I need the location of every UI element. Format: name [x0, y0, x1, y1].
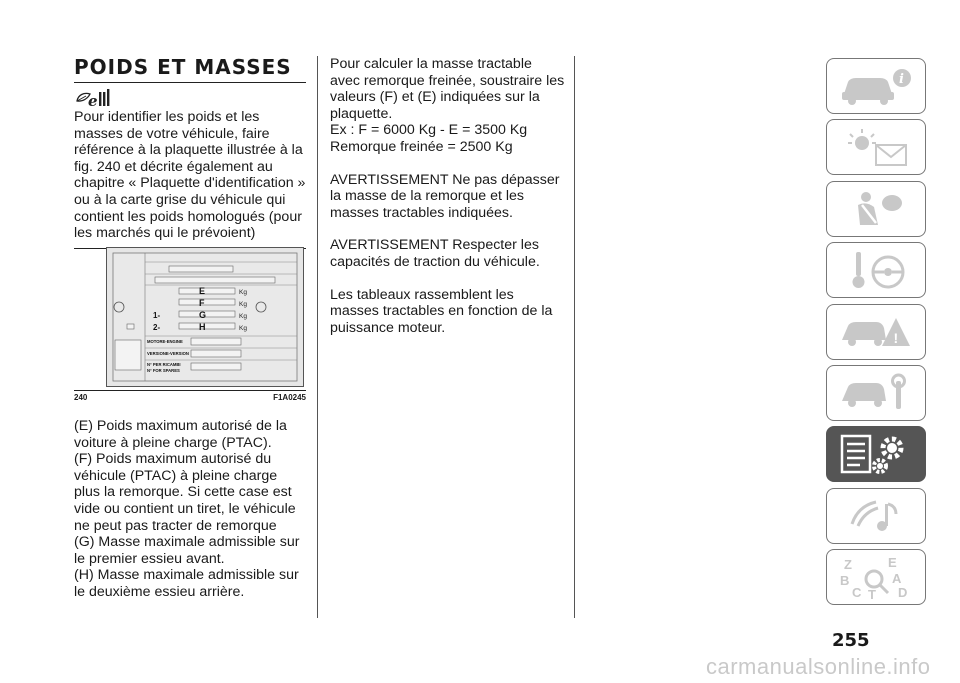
warning-2: AVERTISSEMENT Respecter les capacités de traction du véhicule. — [330, 237, 540, 270]
tables-note: Les tableaux rassemblent les masses tractables en fonction de la puissance moteur. — [330, 286, 553, 336]
figure-caption — [74, 390, 306, 402]
plate-unit-g: Kg — [239, 313, 247, 320]
plate-letter-g: G — [199, 310, 207, 320]
plate-unit-e: Kg — [239, 289, 247, 296]
column-divider-1 — [317, 56, 318, 618]
plate-letter-h: H — [199, 322, 206, 332]
example-line: Ex : F = 6000 Kg - E = 3500 Kg — [330, 122, 528, 139]
tab-multimedia[interactable] — [826, 488, 926, 544]
tab-dashboard-lights[interactable] — [826, 119, 926, 175]
plate-prefix-2: 2- — [153, 323, 161, 332]
left-column-definitions — [74, 418, 306, 601]
definition-f: (F) Poids maximum autorisé du véhicule (PTAC) à pleine charge plus la remorque. Si cette case est vide ou contient un tiret, le véhicule ne peut pas tracter de remorque — [74, 451, 296, 534]
alphabetical-index-icon — [836, 555, 916, 599]
definition-g: (G) Masse maximale admissible sur le premier essieu avant. — [74, 534, 300, 567]
plate-label-ricambi-en: N° FOR SPARES — [147, 368, 180, 373]
svg-text:e: e — [88, 92, 98, 109]
left-column — [74, 56, 306, 249]
index-letter-b: B — [840, 573, 850, 589]
middle-column — [330, 56, 565, 352]
tab-technical-data[interactable] — [826, 426, 926, 482]
chapter-tabs — [826, 58, 926, 611]
tab-safety[interactable] — [826, 181, 926, 237]
index-letter-d: D — [898, 585, 908, 600]
tab-emergency[interactable] — [826, 304, 926, 360]
plate-label-motore: MOTORE-ENGINE — [147, 339, 183, 344]
column-divider-2 — [574, 56, 575, 618]
eco-leaf-icon — [74, 87, 114, 109]
tab-vehicle-knowledge[interactable] — [826, 58, 926, 114]
index-letter-a: A — [892, 571, 902, 587]
plate-stamp-box — [115, 340, 141, 370]
eco-logo — [74, 87, 306, 109]
warning-1: AVERTISSEMENT Ne pas dépasser la masse de la remorque et les masses tractables indiquées. — [330, 171, 560, 221]
car-info-icon — [836, 64, 916, 108]
plate-prefix-1: 1- — [153, 311, 161, 320]
index-letter-e: E — [888, 555, 897, 571]
dashboard-lights-icon — [836, 125, 916, 169]
result-line: Remorque freinée = 2500 Kg — [330, 138, 513, 155]
key-steering-wheel-icon — [836, 248, 916, 292]
svg-text:i: i — [899, 72, 904, 87]
identification-plate-diagram — [107, 248, 303, 386]
definition-e: (E) Poids maximum autorisé de la voiture à pleine charge (PTAC). — [74, 418, 287, 451]
plate-unit-h: Kg — [239, 325, 247, 332]
multimedia-music-icon — [836, 494, 916, 538]
page-title: POIDS ET MASSES — [74, 56, 306, 83]
intro-paragraph: Pour identifier les poids et les masses de votre véhicule, faire référence à la plaquette illustrée à la fig. 240 et décrite également au chapitre « Plaquette d'identification » ou à la carte grise du véhicule qui contient les poids homologués (pour les marchés qui le prévoient) — [74, 109, 306, 242]
plate-letter-e: E — [199, 286, 206, 296]
plate-letter-f: F — [199, 298, 205, 308]
index-letter-t: T — [868, 587, 876, 600]
tab-index[interactable] — [826, 549, 926, 605]
car-breakdown-warning-icon — [836, 310, 916, 354]
index-letter-c: C — [852, 585, 862, 600]
tab-starting-driving[interactable] — [826, 242, 926, 298]
plate-label-versione: VERSIONE-VERSION — [147, 351, 189, 356]
car-maintenance-wrench-icon — [836, 371, 916, 415]
watermark: carmanualsonline.info — [706, 654, 931, 679]
weights-plate-figure — [106, 247, 304, 387]
calc-paragraph: Pour calculer la masse tractable avec remorque freinée, soustraire les valeurs (F) et (E) indiquées sur la plaquette. — [330, 56, 565, 122]
index-letter-z: Z — [844, 557, 852, 573]
technical-data-gears-icon — [836, 432, 916, 476]
tab-maintenance[interactable] — [826, 365, 926, 421]
airbag-seatbelt-icon — [836, 187, 916, 231]
svg-text:!: ! — [893, 329, 899, 346]
figure-number: 240 — [74, 393, 88, 402]
plate-unit-f: Kg — [239, 301, 247, 308]
figure-code: F1A0245 — [273, 393, 306, 402]
page-number: 255 — [832, 630, 870, 651]
definition-h: (H) Masse maximale admissible sur le deuxième essieu arrière. — [74, 567, 299, 600]
plate-label-ricambi-it: N° PER RICAMBI — [147, 362, 181, 367]
